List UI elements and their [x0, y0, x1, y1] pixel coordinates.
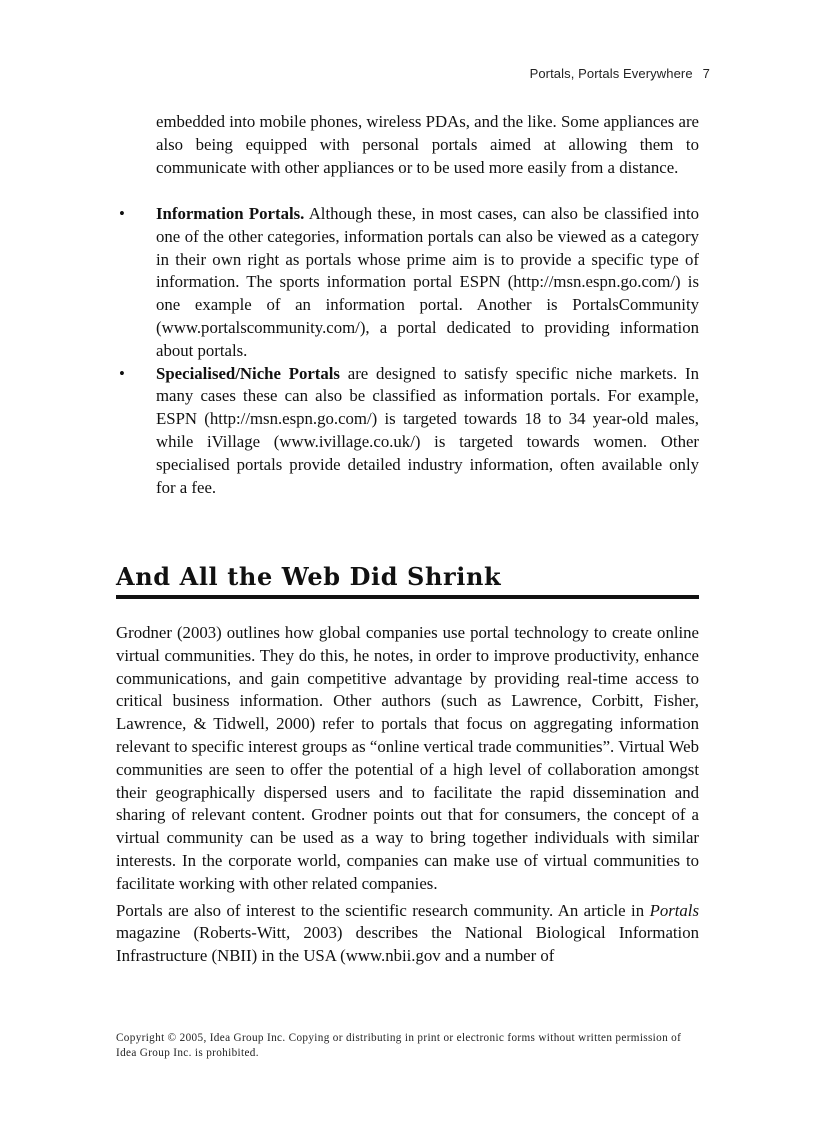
running-title: Portals, Portals Everywhere: [529, 66, 693, 81]
running-header: [530, 66, 710, 81]
paragraph-text: Portals are also of interest to the scientific research community. An article in: [116, 900, 650, 920]
bullet-marker: •: [119, 204, 125, 223]
section-body: [116, 622, 699, 972]
heading-underline: [116, 595, 699, 599]
magazine-title: Portals: [649, 900, 699, 920]
section-heading: And All the Web Did Shrink: [116, 562, 502, 591]
paragraph: [116, 900, 699, 968]
bullet-marker: •: [119, 363, 125, 383]
list-item: [116, 203, 699, 363]
list-item: [116, 363, 699, 500]
portal-types-list: [116, 203, 699, 499]
paragraph: Grodner (2003) outlines how global companies use portal technology to create online virtual communities. They do this, he notes, in order to improve productivity, enhance communications, and gain competitive advantage by providing real-time access to critical business information. Other authors (such as Lawrence, Corbitt, Fisher, Lawrence, & Tidwell, 2000) refer to portals that focus on aggregating information relevant to specific interest groups as “online vertical trade communities”. Virtual Web communities are seen to offer the potential of a high level of collaboration amongst their geographically dispersed users and to facilitate the rapid dissemination and sharing of relevant content. Grodner points out that for consumers, the concept of a virtual community can be used as a way to bring together individuals with similar interests. In the corporate world, companies can make use of virtual communities to facilitate working with other related companies.: [116, 623, 699, 893]
bullet-term: Information Portals.: [156, 204, 305, 223]
page-number: 7: [702, 66, 710, 81]
continuation-paragraph: embedded into mobile phones, wireless PDAs, and the like. Some appliances are also being equipped with personal portals aimed at allowing them to communicate with other appliances or to be used more easily from a distance.: [156, 112, 699, 177]
bullet-term: Specialised/Niche Portals: [156, 363, 340, 383]
bullet-text: are designed to satisfy specific niche markets. In many cases these can also be classified as information portals. For example, ESPN (http://msn.espn.go.com/) is targeted towards 18 to 34 year-old males, while iVillage (www.ivillage.co.uk/) is targeted towards women. Other specialised portals provide detailed industry information, often available only for a fee.: [156, 363, 699, 497]
copyright-footer: Copyright © 2005, Idea Group Inc. Copying or distributing in print or electronic forms without written permission of Idea Group Inc. is prohibited.: [116, 1032, 682, 1059]
bullet-text: Although these, in most cases, can also be classified into one of the other categories, information portals can also be viewed as a category in their own right as portals whose prime aim is to provide a specific type of information. The sports information portal ESPN (http://msn.espn.go.com/) is one example of an information portal. Another is PortalsCommunity (www.portalscommunity.com/), a portal dedicated to providing information about portals.: [156, 204, 699, 360]
paragraph-text: magazine (Roberts-Witt, 2003) describes the National Biological Information Infrastructure (NBII) in the USA (www.nbii.gov and a number of: [116, 923, 699, 966]
